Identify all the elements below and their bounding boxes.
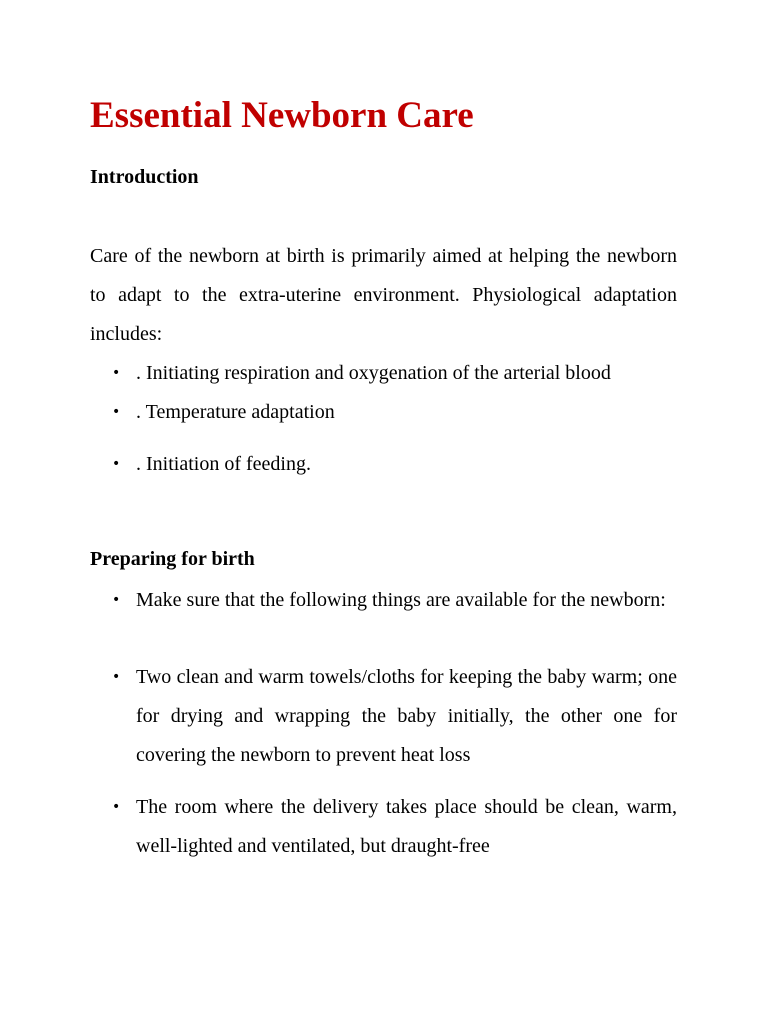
list-item: [90, 450, 677, 478]
list-item: [90, 581, 677, 620]
list-item: [90, 398, 677, 426]
bullet-icon: •: [112, 365, 121, 381]
list-item-text: Two clean and warm towels/cloths for keeping the baby warm; one for drying and wrapping the baby initially, the other one for covering the newborn to prevent heat loss: [136, 666, 677, 766]
bullet-icon: •: [112, 404, 121, 420]
list-item-text: . Initiation of feeding.: [136, 453, 311, 475]
bullet-icon: •: [112, 592, 121, 608]
list-item: [90, 359, 677, 387]
list-item-text: Make sure that the following things are available for the newborn:: [136, 589, 666, 611]
document-title: Essential Newborn Care: [90, 95, 474, 136]
introduction-heading: Introduction: [90, 166, 199, 188]
list-item-text: . Initiating respiration and oxygenation of the arterial blood: [136, 362, 611, 384]
bullet-icon: •: [112, 669, 121, 685]
preparing-heading: Preparing for birth: [90, 548, 255, 570]
list-item-text: . Temperature adaptation: [136, 401, 335, 423]
list-item: [90, 658, 677, 775]
introduction-paragraph: Care of the newborn at birth is primarily aimed at helping the newborn to adapt to the extra-uterine environment. Physiological adaptation includes:: [90, 245, 677, 345]
list-item-text: The room where the delivery takes place should be clean, warm, well-lighted and ventilated, but draught-free: [136, 796, 677, 857]
bullet-icon: •: [112, 456, 121, 472]
bullet-icon: •: [112, 799, 121, 815]
list-item: [90, 788, 677, 866]
